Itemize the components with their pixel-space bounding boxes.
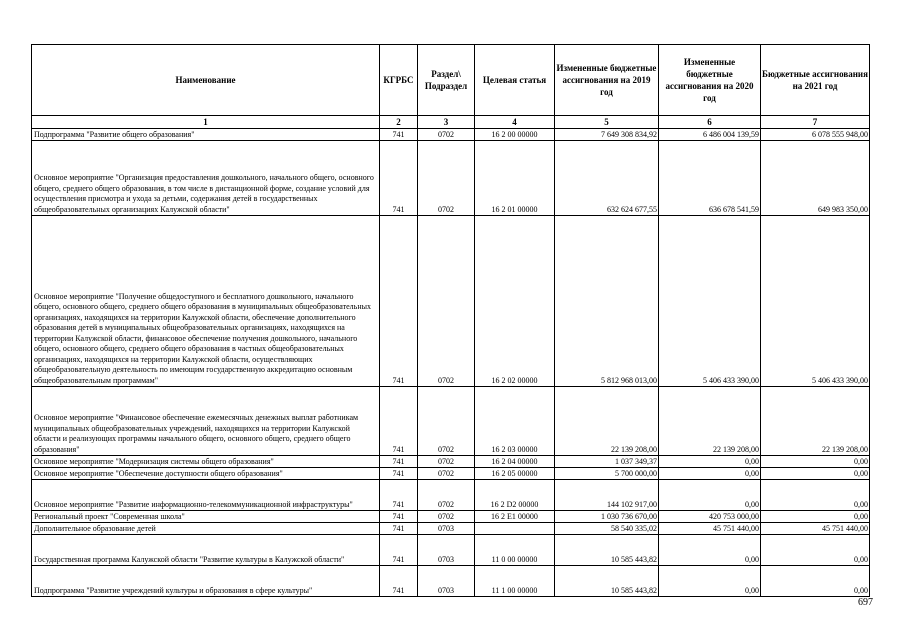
- cell-target-article: 16 2 D2 00000: [475, 480, 555, 511]
- cell-amount-2019: 632 624 677,55: [555, 141, 659, 216]
- cell-name: Основное мероприятие "Развитие информационно-телекоммуникационной инфраструктуры": [32, 480, 380, 511]
- cell-section: 0702: [418, 511, 475, 523]
- table-row: [32, 387, 870, 456]
- header-2019: Измененные бюджетные ассигнования на 2019 год: [555, 45, 659, 116]
- cell-amount-2020: 22 139 208,00: [659, 387, 761, 456]
- cell-amount-2020: 45 751 440,00: [659, 523, 761, 535]
- cell-name: Основное мероприятие "Финансовое обеспечение ежемесячных денежных выплат работникам муниципальных общеобразовательных учреждений, находящихся на территории Калужской области и реализующих программы начального общего, основного общего, среднего общего образования": [32, 387, 380, 456]
- cell-target-article: 16 2 03 00000: [475, 387, 555, 456]
- cell-amount-2020: 636 678 541,59: [659, 141, 761, 216]
- cell-kgrbs: 741: [380, 511, 418, 523]
- cell-amount-2020: 0,00: [659, 456, 761, 468]
- table-row: [32, 566, 870, 597]
- cell-amount-2019: 144 102 917,00: [555, 480, 659, 511]
- column-number: 7: [761, 116, 870, 129]
- cell-kgrbs: 741: [380, 129, 418, 141]
- header-section: Раздел\ Подраздел: [418, 45, 475, 116]
- cell-name: Подпрограмма "Развитие учреждений культуры и образования в сфере культуры": [32, 566, 380, 597]
- cell-target-article: 16 2 00 00000: [475, 129, 555, 141]
- header-target-article: Целевая статья: [475, 45, 555, 116]
- column-number: 6: [659, 116, 761, 129]
- cell-kgrbs: 741: [380, 480, 418, 511]
- cell-kgrbs: 741: [380, 216, 418, 387]
- cell-section: 0703: [418, 535, 475, 566]
- cell-target-article: [475, 523, 555, 535]
- cell-amount-2020: 0,00: [659, 566, 761, 597]
- cell-amount-2021: 0,00: [761, 468, 870, 480]
- table-row: [32, 141, 870, 216]
- cell-kgrbs: 741: [380, 141, 418, 216]
- header-2020: Измененные бюджетные ассигнования на 2020 год: [659, 45, 761, 116]
- cell-target-article: 16 2 02 00000: [475, 216, 555, 387]
- page-number: 697: [858, 597, 873, 608]
- table-row: [32, 511, 870, 523]
- cell-target-article: 16 2 01 00000: [475, 141, 555, 216]
- cell-section: 0702: [418, 468, 475, 480]
- table-row: [32, 456, 870, 468]
- cell-amount-2021: 0,00: [761, 480, 870, 511]
- cell-amount-2021: 0,00: [761, 566, 870, 597]
- cell-target-article: 11 1 00 00000: [475, 566, 555, 597]
- cell-amount-2019: 1 030 736 670,00: [555, 511, 659, 523]
- table-row: [32, 535, 870, 566]
- cell-amount-2019: 22 139 208,00: [555, 387, 659, 456]
- cell-section: 0702: [418, 456, 475, 468]
- header-name: Наименование: [32, 45, 380, 116]
- cell-section: 0702: [418, 387, 475, 456]
- table-row: [32, 480, 870, 511]
- table-row: [32, 523, 870, 535]
- cell-target-article: 16 2 04 00000: [475, 456, 555, 468]
- cell-amount-2019: 1 037 349,37: [555, 456, 659, 468]
- cell-amount-2021: 45 751 440,00: [761, 523, 870, 535]
- cell-name: Подпрограмма "Развитие общего образования": [32, 129, 380, 141]
- cell-section: 0703: [418, 523, 475, 535]
- cell-amount-2021: 5 406 433 390,00: [761, 216, 870, 387]
- cell-amount-2020: 420 753 000,00: [659, 511, 761, 523]
- column-number-row: [32, 116, 870, 129]
- header-row: [32, 45, 870, 116]
- cell-amount-2020: 0,00: [659, 535, 761, 566]
- column-number: 2: [380, 116, 418, 129]
- cell-amount-2021: 0,00: [761, 511, 870, 523]
- cell-name: Основное мероприятие "Получение общедоступного и бесплатного дошкольного, начального общего, основного общего, среднего общего образования в муниципальных общеобразовательных организациях, находящихся на территории Калужской области, обеспечение дополнительного образования детей в муниципальных общеобразовательных организациях, находящихся на территории Калужской области, финансовое обеспечение получения дошкольного, начального общего, основного общего, среднего общего образования в частных общеобразовательных организациях, находящихся на территории Калужской области, осуществляющих общеобразовательную деятельность по имеющим государственную аккредитацию основным общеобразовательным программам": [32, 216, 380, 387]
- cell-amount-2021: 22 139 208,00: [761, 387, 870, 456]
- table-row: [32, 129, 870, 141]
- cell-section: 0702: [418, 480, 475, 511]
- cell-section: 0703: [418, 566, 475, 597]
- cell-kgrbs: 741: [380, 535, 418, 566]
- cell-amount-2020: 0,00: [659, 468, 761, 480]
- cell-name: Основное мероприятие "Обеспечение доступности общего образования": [32, 468, 380, 480]
- cell-section: 0702: [418, 216, 475, 387]
- cell-target-article: 11 0 00 00000: [475, 535, 555, 566]
- cell-amount-2020: 0,00: [659, 480, 761, 511]
- column-number: 3: [418, 116, 475, 129]
- cell-amount-2019: 7 649 308 834,92: [555, 129, 659, 141]
- cell-target-article: 16 2 05 00000: [475, 468, 555, 480]
- cell-kgrbs: 741: [380, 566, 418, 597]
- cell-amount-2020: 5 406 433 390,00: [659, 216, 761, 387]
- table-row: [32, 216, 870, 387]
- cell-kgrbs: 741: [380, 468, 418, 480]
- cell-target-article: 16 2 E1 00000: [475, 511, 555, 523]
- cell-section: 0702: [418, 141, 475, 216]
- cell-amount-2019: 58 540 335,02: [555, 523, 659, 535]
- cell-amount-2019: 5 700 000,00: [555, 468, 659, 480]
- cell-amount-2019: 5 812 968 013,00: [555, 216, 659, 387]
- cell-amount-2019: 10 585 443,82: [555, 535, 659, 566]
- budget-table: [31, 44, 870, 597]
- header-kgrbs: КГРБС: [380, 45, 418, 116]
- column-number: 5: [555, 116, 659, 129]
- cell-amount-2020: 6 486 004 139,59: [659, 129, 761, 141]
- table-row: [32, 468, 870, 480]
- cell-name: Основное мероприятие "Модернизация системы общего образования": [32, 456, 380, 468]
- cell-name: Основное мероприятие "Организация предоставления дошкольного, начального общего, основного общего, среднего общего образования, в том числе в дистанционной форме, создание условий для осуществления присмотра и ухода за детьми, содержания детей в государственных общеобразовательных организациях Калужской области": [32, 141, 380, 216]
- cell-amount-2021: 0,00: [761, 456, 870, 468]
- cell-amount-2021: 0,00: [761, 535, 870, 566]
- cell-name: Дополнительное образование детей: [32, 523, 380, 535]
- cell-kgrbs: 741: [380, 456, 418, 468]
- cell-amount-2021: 6 078 555 948,00: [761, 129, 870, 141]
- cell-name: Государственная программа Калужской области "Развитие культуры в Калужской области": [32, 535, 380, 566]
- header-2021: Бюджетные ассигнования на 2021 год: [761, 45, 870, 116]
- column-number: 1: [32, 116, 380, 129]
- cell-amount-2021: 649 983 350,00: [761, 141, 870, 216]
- cell-amount-2019: 10 585 443,82: [555, 566, 659, 597]
- cell-section: 0702: [418, 129, 475, 141]
- cell-name: Региональный проект "Современная школа": [32, 511, 380, 523]
- column-number: 4: [475, 116, 555, 129]
- cell-kgrbs: 741: [380, 387, 418, 456]
- cell-kgrbs: 741: [380, 523, 418, 535]
